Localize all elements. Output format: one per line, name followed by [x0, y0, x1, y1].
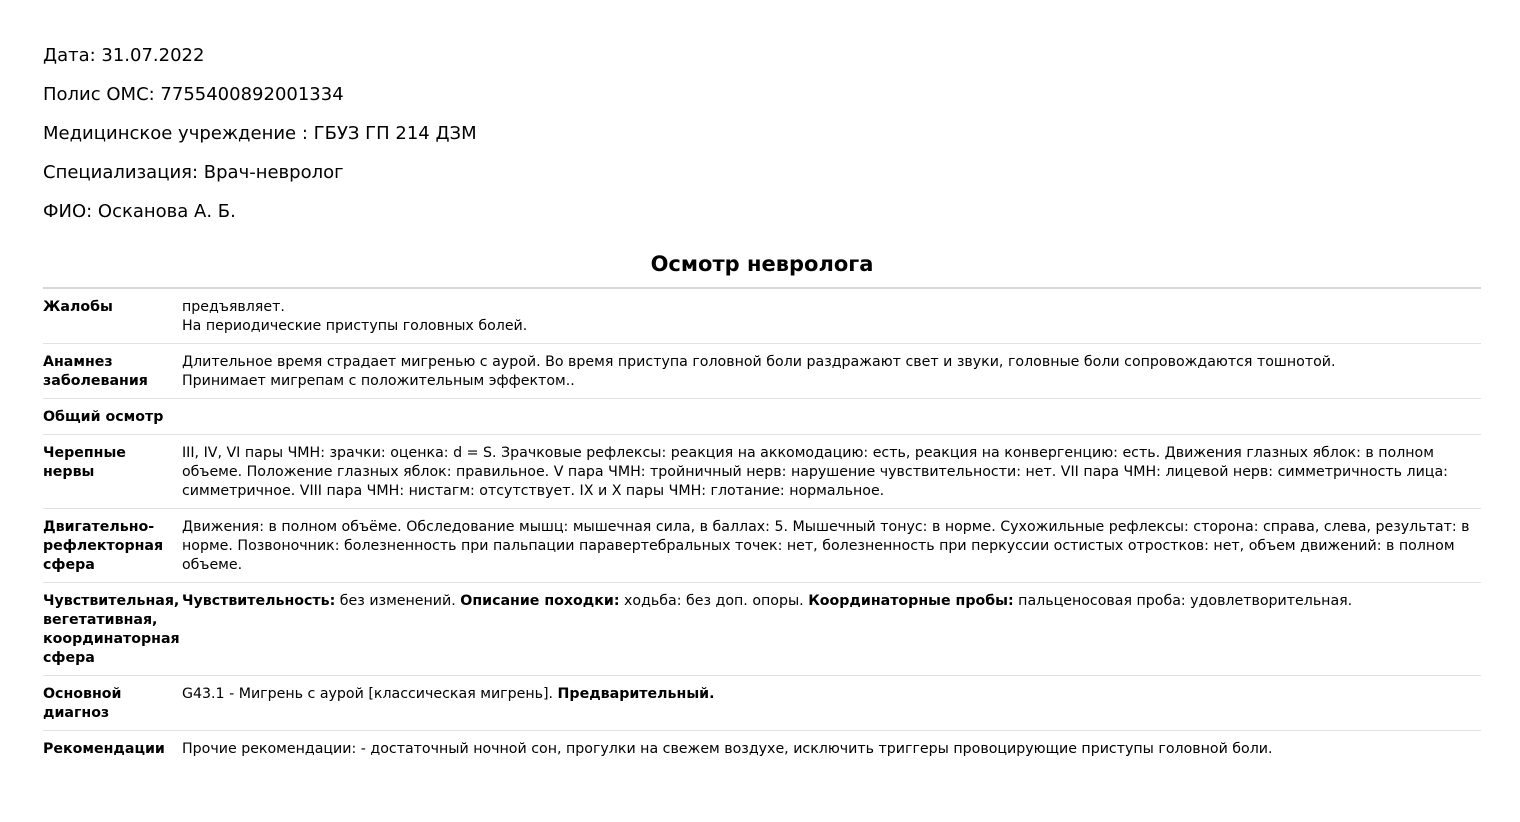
row-label: Основной диагноз: [43, 686, 122, 721]
row-value: [182, 298, 1481, 336]
diagnosis-text: G43.1 - Мигрень с аурой [классическая мигрень].: [182, 686, 558, 702]
row-label: Двигательно-рефлекторная сфера: [43, 519, 164, 573]
row-value: [182, 353, 1481, 391]
exam-table: [43, 289, 1481, 766]
row-anamnesis: [43, 344, 1481, 399]
row-cranial-nerves: [43, 435, 1481, 509]
row-value: III, IV, VI пары ЧМН: зрачки: оценка: d = S. Зрачковые рефлексы: реакция на аккомодацию: есть, реакция на конвергенцию: есть. Движения глазных яблок: в полном объеме. Положение глазных яблок: правильное. V пара ЧМН: тройничный нерв: нарушение чувствительности: нет. VII пара ЧМН: лицевой нерв: симметричность лица: симметричное. VIII пара ЧМН: нистагм: отсутствует. IX и X пары ЧМН: глотание: нормальное.: [182, 445, 1448, 499]
row-value: [182, 685, 1481, 723]
row-value: Движения: в полном объёме. Обследование мышц: мышечная сила, в баллах: 5. Мышечный тонус: в норме. Сухожильные рефлексы: сторона: справа, слева, результат: в норме. Позвоночник: болезненность при пальпации паравертебральных точек: нет, болезненность при перкуссии остистых отростков: нет, объем движений: в полном объеме.: [182, 519, 1470, 573]
row-value: Прочие рекомендации: - достаточный ночной сон, прогулки на свежем воздухе, исключить триггеры провоцирующие приступы головной боли.: [182, 741, 1273, 757]
patient-name-line: ФИО: Осканова А. Б.: [43, 201, 236, 222]
row-motor-reflex: [43, 509, 1481, 583]
row-label: Анамнез заболевания: [43, 354, 148, 389]
sensitivity-key: Чувствительность:: [182, 593, 336, 609]
row-value-line: предъявляет.: [182, 299, 285, 315]
row-label: Жалобы: [43, 299, 113, 315]
row-diagnosis: [43, 676, 1481, 731]
sensitivity-value: без изменений.: [335, 593, 461, 609]
date-line: Дата: 31.07.2022: [43, 45, 205, 66]
row-label: Чувствительная, вегетативная, координаторная сфера: [43, 593, 180, 666]
row-value-line: На периодические приступы головных болей.: [182, 318, 528, 334]
row-label: Общий осмотр: [43, 409, 164, 425]
specialization-line: Специализация: Врач-невролог: [43, 162, 344, 183]
row-value-line: Длительное время страдает мигренью с аурой. Во время приступа головной боли раздражают свет и звуки, головные боли сопровождаются тошнотой.: [182, 354, 1336, 370]
row-value: [182, 592, 1481, 668]
page-title: Осмотр невролога: [43, 250, 1481, 289]
coordination-key: Координаторные пробы:: [808, 593, 1014, 609]
row-label: Рекомендации: [43, 741, 165, 757]
row-label: Черепные нервы: [43, 445, 126, 480]
row-value-line: Принимает мигрепам с положительным эффектом..: [182, 373, 575, 389]
coordination-value: пальценосовая проба: удовлетворительная.: [1013, 593, 1353, 609]
gait-key: Описание походки:: [460, 593, 620, 609]
row-general-exam: [43, 399, 1481, 435]
diagnosis-status: Предварительный.: [557, 686, 715, 702]
institution-line: Медицинское учреждение : ГБУЗ ГП 214 ДЗМ: [43, 123, 477, 144]
row-recommendations: [43, 731, 1481, 766]
gait-value: ходьба: без доп. опоры.: [619, 593, 809, 609]
row-complaints: [43, 289, 1481, 344]
document: [43, 45, 1481, 766]
policy-line: Полис ОМС: 7755400892001334: [43, 84, 344, 105]
row-sensory: [43, 583, 1481, 676]
row-value: [343, 408, 1481, 427]
